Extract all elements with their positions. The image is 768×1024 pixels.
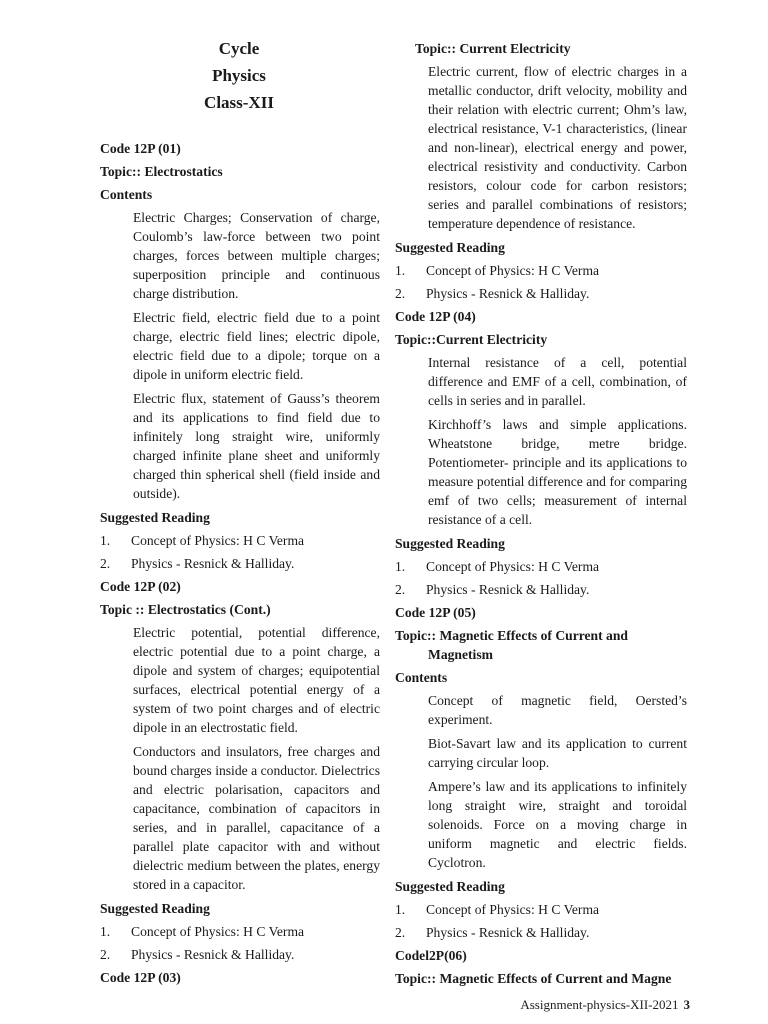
list-item-text: Concept of Physics: H C Verma (426, 263, 600, 278)
title-line-class: Class-XII (204, 93, 274, 112)
list-item (100, 554, 380, 573)
list-item-text: Concept of Physics: H C Verma (131, 924, 305, 939)
code-heading: Codel2P(06) (395, 948, 467, 963)
reading-list (395, 900, 687, 942)
list-item-text: Physics - Resnick & Halliday. (131, 947, 295, 962)
list-item (100, 531, 380, 550)
list-item (395, 900, 687, 919)
list-number: 1. (395, 902, 406, 917)
left-column (100, 0, 380, 991)
topic-heading: Topic:: Magnetic Effects of Current and (395, 628, 628, 643)
list-number: 2. (100, 947, 111, 962)
list-number: 2. (395, 286, 406, 301)
list-item (395, 923, 687, 942)
content-paragraph: Electric field, electric field due to a point charge, electric field lines; electric dipole, electric field due to a dipole; torque on a dipole in uniform electric field. (133, 310, 380, 382)
suggested-reading-heading: Suggested Reading (395, 240, 505, 255)
list-item (395, 261, 687, 280)
topic-heading: Topic:: Current Electricity (415, 41, 571, 56)
suggested-reading-heading: Suggested Reading (395, 879, 505, 894)
list-number: 2. (100, 556, 111, 571)
code-heading: Code 12P (01) (100, 141, 181, 156)
list-item-text: Concept of Physics: H C Verma (426, 559, 600, 574)
page-footer (520, 997, 690, 1013)
topic-heading: Topic:: Electrostatics (100, 164, 223, 179)
topic-heading: Topic::Current Electricity (395, 332, 548, 347)
topic-heading: Topic:: Magnetic Effects of Current and Magne (395, 971, 672, 986)
content-paragraph: Electric potential, potential difference, electric potential due to a point charge, a dipole and system of charges; equipotential surfaces, electrical potential energy of a system of two point charges and of electric dipole in an electrostatic field. (133, 625, 380, 735)
content-paragraph: Electric Charges; Conservation of charge, Coulomb’s law-force between two point charges, forces between multiple charges; superposition principle and continuous charge distribution. (133, 210, 380, 301)
code-heading: Code 12P (05) (395, 605, 476, 620)
list-item (395, 284, 687, 303)
list-number: 1. (100, 924, 111, 939)
list-item (395, 580, 687, 599)
list-item-text: Physics - Resnick & Halliday. (131, 556, 295, 571)
page-title (100, 35, 378, 116)
content-paragraph: Conductors and insulators, free charges and bound charges inside a conductor. Dielectrics and electric polarisation, capacitors and capacitance, combination of capacitors in series, and in parallel, capacitance of a parallel plate capacitor with and without dielectric medium between the plates, energy stored in a capacitor. (133, 744, 380, 892)
list-item (100, 922, 380, 941)
contents-heading: Contents (395, 670, 448, 685)
content-paragraph: Biot-Savart law and its application to current carrying circular loop. (428, 736, 687, 770)
topic-heading-continuation: Magnetism (428, 647, 493, 662)
list-item (100, 945, 380, 964)
list-item-text: Concept of Physics: H C Verma (131, 533, 305, 548)
list-number: 1. (395, 559, 406, 574)
title-line-subject: Physics (212, 66, 266, 85)
suggested-reading-heading: Suggested Reading (100, 510, 210, 525)
topic-heading: Topic :: Electrostatics (Cont.) (100, 602, 271, 617)
list-number: 2. (395, 925, 406, 940)
footer-label: Assignment-physics-XII-2021 (520, 997, 679, 1012)
suggested-reading-heading: Suggested Reading (395, 536, 505, 551)
content-paragraph: Concept of magnetic field, Oersted’s experiment. (428, 693, 687, 727)
reading-list (395, 557, 687, 599)
list-number: 2. (395, 582, 406, 597)
suggested-reading-heading: Suggested Reading (100, 901, 210, 916)
reading-list (100, 531, 380, 573)
contents-heading: Contents (100, 187, 153, 202)
topic-heading-block (395, 626, 687, 664)
code-heading: Code 12P (04) (395, 309, 476, 324)
reading-list (395, 261, 687, 303)
list-item-text: Physics - Resnick & Halliday. (426, 925, 590, 940)
content-paragraph: Electric current, flow of electric charges in a metallic conductor, drift velocity, mobility and their relation with electric current; Ohm’s law, electrical resistance, V-1 characteristics, (linear and non-linear), electrical energy and power, electrical resistivity and conductivity. Carbon resistors, colour code for carbon resistors; series and parallel combinations of resistors; temperature dependence of resistance. (428, 64, 687, 231)
content-paragraph: Ampere’s law and its applications to infinitely long straight wire, straight and toroidal solenoids. Force on a moving charge in uniform magnetic and electric fields. Cyclotron. (428, 779, 687, 870)
content-paragraph: Kirchhoff’s laws and simple applications. Wheatstone bridge, metre bridge. Potentiometer- principle and its applications to measure potential difference and for comparing emf of two cells; measurement of internal resistance of a cell. (428, 417, 687, 527)
page-number: 3 (683, 997, 690, 1012)
list-item (395, 557, 687, 576)
list-item-text: Physics - Resnick & Halliday. (426, 582, 590, 597)
right-column (395, 0, 687, 992)
content-paragraph: Electric flux, statement of Gauss’s theorem and its applications to find field due to infinitely long straight wire, uniformly charged infinite plane sheet and uniformly charged thin spherical shell (field inside and outside). (133, 391, 380, 501)
code-heading: Code 12P (03) (100, 970, 181, 985)
list-number: 1. (100, 533, 111, 548)
reading-list (100, 922, 380, 964)
content-paragraph: Internal resistance of a cell, potential difference and EMF of a cell, combination, of cells in series and in parallel. (428, 355, 687, 408)
code-heading: Code 12P (02) (100, 579, 181, 594)
list-item-text: Concept of Physics: H C Verma (426, 902, 600, 917)
list-number: 1. (395, 263, 406, 278)
title-line-cycle: Cycle (218, 39, 260, 58)
list-item-text: Physics - Resnick & Halliday. (426, 286, 590, 301)
